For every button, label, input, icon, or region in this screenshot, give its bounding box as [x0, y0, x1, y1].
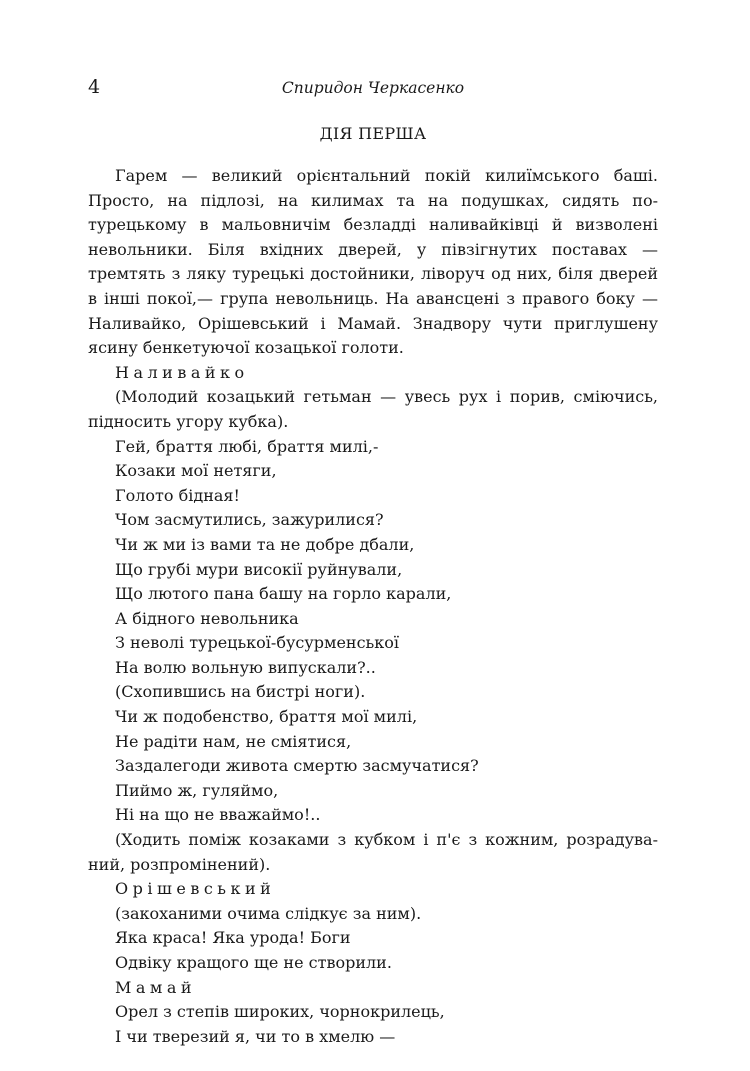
verse-line: Одвіку кращого ще не створили.: [115, 953, 392, 972]
verse-line: На волю вольную випускали?..: [115, 657, 376, 677]
verse-line: Голото бідная!: [115, 485, 240, 505]
verse-line: Що грубі мури високії руйнували,: [115, 559, 403, 579]
verse-line: (Схопившись на бистрі ноги).: [115, 682, 366, 702]
verse-line: З неволі турецької-бусурменської: [115, 633, 399, 653]
verse-line: Не радіти нам, не сміятися,: [115, 731, 352, 751]
stage-direction-text: (Ходить поміж козаками з кубком і п'є з кожним, розрадува-: [115, 830, 658, 850]
verse-line: Чом засмутились, зажурилися?: [115, 510, 384, 530]
verse-line: Чи ж подобенство, браття мої милі,: [115, 707, 418, 727]
script-body: [88, 361, 658, 1050]
verse-line: Орел з степів широких, чорнокрилець,: [115, 1002, 445, 1022]
verse-line: (закоханими очима слідкує за ним).: [115, 903, 422, 923]
page-header: [88, 76, 658, 104]
verse-line: Що лютого пана башу на горло карали,: [115, 584, 452, 604]
verse-line: Чи ж ми із вами та не добре дбали,: [115, 534, 415, 554]
verse-line: Козаки мої нетяги,: [115, 461, 277, 481]
play-text: [88, 164, 658, 1049]
stage-direction: [88, 828, 658, 877]
verse-line: І чи тверезий я, чи то в хмелю —: [115, 1026, 396, 1046]
stage-direction-text: (Молодий козацький гетьман — увесь рух і порив, сміючись,: [115, 387, 658, 407]
verse-line: Гей, браття любі, браття милі,-: [115, 436, 379, 456]
speaker-name: Мамай: [115, 977, 197, 997]
act-title: ДІЯ ПЕРША: [319, 124, 427, 143]
verse-line: Яка краса! Яка урода! Боги: [115, 928, 351, 948]
speaker-name: Наливайко: [115, 362, 249, 382]
page-number: 4: [88, 76, 101, 98]
running-title: Спиридон Черкасенко: [281, 79, 465, 97]
stage-direction: [88, 385, 658, 434]
speaker-name: Орішевський: [115, 879, 276, 899]
verse-line: А бідного невольника: [115, 608, 299, 628]
stage-direction-continuation: ний, розпромінений).: [88, 854, 271, 874]
stage-direction-continuation: підносить угору кубка).: [88, 411, 289, 431]
verse-line: Заздалегоди живота смертю засмучатися?: [115, 756, 479, 776]
verse-line: Ні на що не вважаймо!..: [115, 805, 321, 825]
intro-paragraph: Гарем — великий орієнтальний покій килиїмського баші. Просто, на підлозі, на килимах та на подушках, сидять по-турецькому в мальовничім безладді наливайківці й визволені невольники. Біля вхідних дверей, у півзігнутих поставах — тремтять з ляку турецькі достойники, ліворуч од них, біля дверей в інші покої,— група невольниць. На авансцені з правого боку — Наливайко, Орішевський і Мамай. Знадвору чути приглушену ясину бенкетуючої козацької голоти.: [88, 166, 658, 358]
verse-line: Пиймо ж, гуляймо,: [115, 780, 279, 800]
